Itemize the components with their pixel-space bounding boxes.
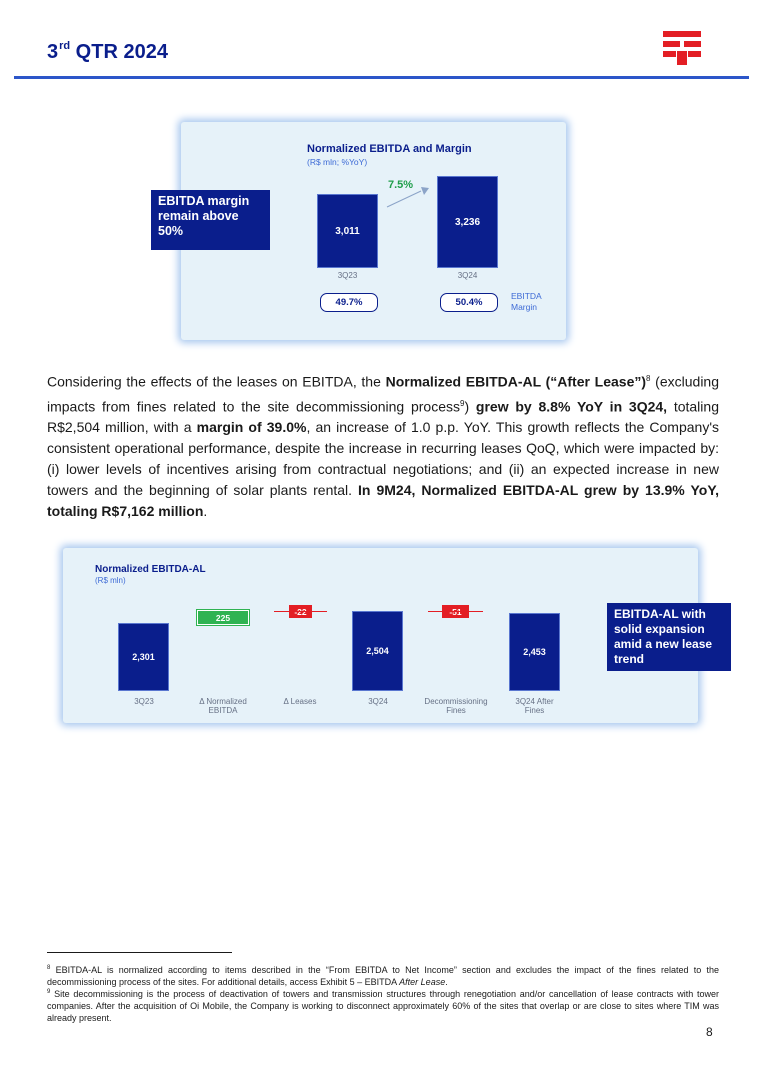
footnote-9-text: Site decommissioning is the process of deactivation of towers and transmission structures through renegotiation and/or cancellation of lease contracts with tower companies. After the acquisition of Oi Mobile, the Company is working to disconnect approximately 60% of the sites that overlap or are close to sites where TIM was already present. xyxy=(47,989,719,1023)
footnote-9 xyxy=(47,986,719,1024)
cat2-delta-leases: Δ Leases xyxy=(283,697,317,706)
growth-arrow-icon xyxy=(385,185,430,210)
bar-3q23-al: 2,301 xyxy=(119,624,168,690)
fines-connector xyxy=(428,611,483,612)
title-ordinal: rd xyxy=(59,40,71,52)
logo-bar-right xyxy=(684,41,701,47)
chart1-subtitle: (R$ mln; %YoY) xyxy=(307,157,368,167)
page-number: 8 xyxy=(706,1025,713,1039)
para-text-4: totaling R$2,504 million, with a xyxy=(47,398,719,436)
cat2-3q23: 3Q23 xyxy=(134,697,154,706)
header-divider xyxy=(14,76,749,79)
footnote-9-mark: 9 xyxy=(47,989,51,995)
cat-3q24: 3Q24 xyxy=(457,271,478,280)
leases-connector xyxy=(274,611,327,612)
footnote-8-mark: 8 xyxy=(47,965,51,971)
para-text-3: ) xyxy=(464,398,476,415)
title-text: QTR 2024 xyxy=(70,41,168,63)
footnote-8-text: EBITDA-AL is normalized according to items described in the “From EBITDA to Net Income” section and excludes the impact of the fines related to the decommissioning process of the sites. For additional details, access Exhibit 5 – EBITDA xyxy=(47,965,719,987)
chart2-callout: EBITDA-AL with solid expansion amid a new lease trend xyxy=(607,603,731,671)
footnote-8 xyxy=(47,962,719,988)
logo-bar-r2 xyxy=(688,51,701,57)
footnote-8-italic: After Lease xyxy=(399,977,446,987)
para-text-5: , an increase of 1.0 p.p. YoY. This growth reflects the Company's consistent operational performance, despite the increase in recurring leases QoQ, which were impacted by: (i) lower levels of incentives arising from contractual negotiations; and (ii) an expected increase in new towers and the beginning of solar plants rental. xyxy=(47,419,719,499)
chart2-subtitle: (R$ mln) xyxy=(95,576,126,585)
logo-bar-top xyxy=(663,31,701,37)
para-bold-4: In 9M24, Normalized EBITDA-AL grew by 13.9% YoY, totaling R$7,162 million xyxy=(47,482,719,520)
growth-label: 7.5% xyxy=(388,179,414,191)
logo-stem xyxy=(677,51,687,65)
tim-logo-icon xyxy=(662,30,702,66)
bar-3q24: 3,236 xyxy=(438,177,497,267)
margin-caption: EBITDA Margin xyxy=(511,291,542,312)
title-number: 3 xyxy=(47,41,59,63)
cat2-3q24-after-fines: 3Q24 After Fines xyxy=(515,697,554,715)
margin-3q23: 49.7% xyxy=(320,293,378,312)
page-title xyxy=(47,40,168,64)
para-text-2: (excluding impacts from fines related to the site decommissioning process xyxy=(47,373,719,415)
para-bold-2: grew by 8.8% YoY in 3Q24, xyxy=(475,398,668,415)
footnote-divider xyxy=(47,952,232,953)
logo-bar-left xyxy=(663,41,680,47)
cat2-decom-fines: Decommissioning Fines xyxy=(424,697,488,715)
para-bold-1: Normalized EBITDA-AL (“After Lease”) xyxy=(385,373,647,390)
bar-delta-ebitda: 225 xyxy=(198,611,248,624)
fn-ref-9: 9 xyxy=(460,398,465,408)
logo-bar-l2 xyxy=(663,51,676,57)
cat-3q23: 3Q23 xyxy=(337,271,358,280)
bar-3q24-al: 2,504 xyxy=(353,612,402,690)
para-text-1: Considering the effects of the leases on EBITDA, the xyxy=(47,373,386,390)
cat2-delta-ebitda: Δ Normalized EBITDA xyxy=(199,697,247,715)
bar-3q24-after-fines: 2,453 xyxy=(510,614,559,690)
para-text-6: . xyxy=(203,503,208,520)
footnote-8-end: . xyxy=(445,977,448,987)
para-bold-3: margin of 39.0% xyxy=(196,419,307,436)
body-paragraph xyxy=(47,368,719,522)
fn-ref-8: 8 xyxy=(646,374,651,383)
chart2-title: Normalized EBITDA-AL xyxy=(95,564,206,575)
cat2-3q24: 3Q24 xyxy=(368,697,388,706)
chart1-callout: EBITDA margin remain above 50% xyxy=(151,190,270,250)
growth-arrow-line xyxy=(387,191,421,207)
chart1-title: Normalized EBITDA and Margin xyxy=(307,143,472,155)
bar-3q23: 3,011 xyxy=(318,195,377,267)
margin-3q24: 50.4% xyxy=(440,293,498,312)
growth-arrow-head xyxy=(421,187,429,195)
